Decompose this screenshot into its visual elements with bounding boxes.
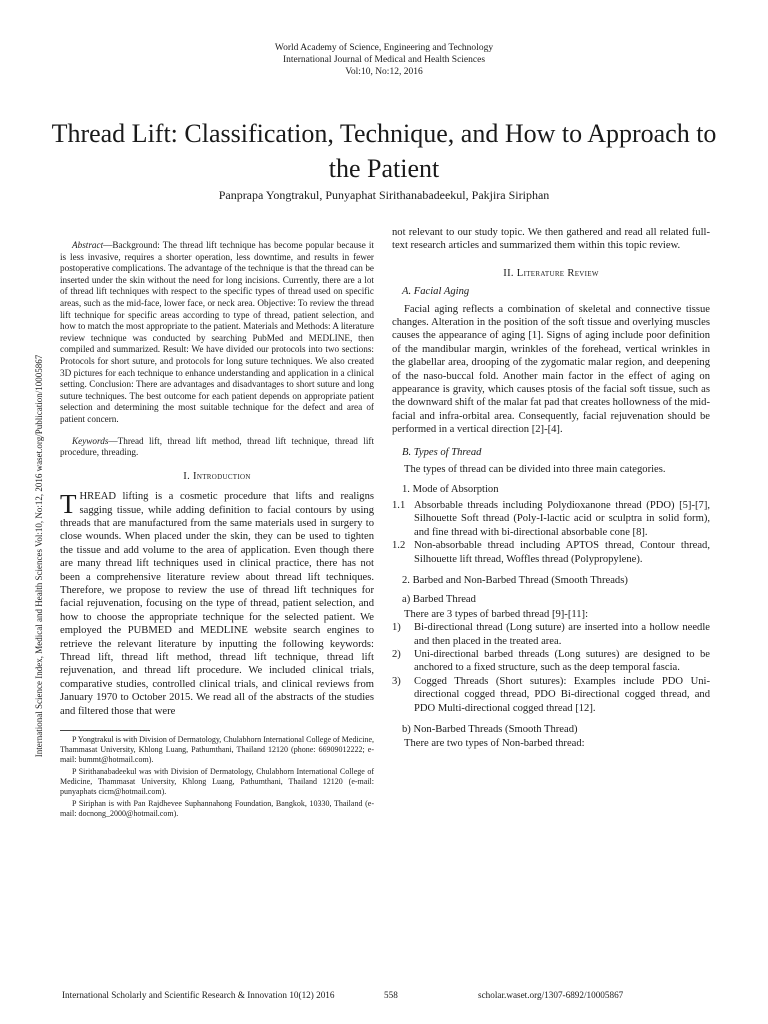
introduction-continued: not relevant to our study topic. We then gathered and read all related full-text research articles and summarized them within this topic review.	[392, 227, 710, 252]
list-item	[392, 675, 710, 715]
list-item	[392, 621, 710, 648]
footnote-1: P Yongtrakul is with Division of Dermatology, Chulabhorn International College of Medicine, Thammasat University, Khlong Luang, Pathumthani, Thailand 12120 (phone: 66909012222; e-mail: bummt@hotmail.com).	[60, 735, 374, 764]
mode-of-absorption-heading: 1. Mode of Absorption	[402, 483, 499, 495]
types-of-thread-paragraph: The types of thread can be divided into three main categories.	[404, 464, 666, 476]
section-heading-introduction: I. Introduction	[183, 470, 251, 482]
list-item-text: Uni-directional barbed threads (Long sutures) are designed to be anchored to a fixed structure, such as the deep temporal fascia.	[414, 648, 710, 674]
subsection-heading-types-of-thread: B. Types of Thread	[402, 446, 482, 458]
section-heading-literature-review: II. Literature Review	[503, 267, 599, 279]
list-item-text: Non-absorbable thread including APTOS thread, Contour thread, Silhouette lift thread, Woffles thread (Polypropylene).	[414, 540, 710, 565]
introduction-text: HREAD lifting is a cosmetic procedure that lifts and realigns sagging tissue, while adding definition to facial contours by using threads that are manufactured from the same materials used in surgery to close wounds. When placed under the skin, they can be used to tighten the tissue and add volume to the area of application. Even though there are many thread lift techniques used in clinical practice, there has not been a comprehensive literature review about thread lift techniques. Therefore, we propose to review the use of thread lift techniques for facial rejuvenation, focusing on the type of thread, patient selection, and how to choose the appropriate technique for the selected patient. We employed the PUBMED and MEDLINE website search engines to retrieve the relevant literature by inputting the following keywords: Thread lift, thread lift method, thread lift technique, thread lift rejuvenation, and thread lift procedure. We included clinical trials, comparative studies, controlled clinical trials, and clinical reviews from January 1970 to October 2015. We read all of the abstracts of the studies and filtered those that were	[60, 491, 374, 717]
barbed-intro: There are 3 types of barbed thread [9]-[11]:	[404, 608, 589, 620]
journal-header-line-1: World Academy of Science, Engineering and Technology	[274, 43, 494, 53]
journal-header-line-2: International Journal of Medical and Health Sciences	[282, 55, 486, 65]
abstract-dash: —	[103, 240, 113, 250]
list-item-text: Cogged Threads (Short sutures): Examples include PDO Uni-directional cogged thread, PDO Bi-directional cogged thread, and PDO Multi-directional cogged thread [12].	[414, 675, 710, 714]
list-item-text: Bi-directional thread (Long suture) are inserted into a hollow needle and then placed in the treated area.	[414, 622, 710, 647]
paper-title: Thread Lift: Classification, Technique, and How to Approach to the Patient	[51, 119, 717, 183]
journal-header-line-3: Vol:10, No:12, 2016	[345, 67, 423, 77]
keywords-dash: —	[108, 435, 118, 446]
keywords-text: Thread lift, thread lift method, thread lift technique, thread lift procedure, threading.	[60, 435, 374, 458]
side-margin-note: International Science Index, Medical and Health Sciences Vol:10, No:12, 2016 waset.org/Publication/10005867	[34, 354, 44, 758]
journal-header	[0, 42, 768, 78]
abstract	[60, 240, 374, 426]
list-item	[392, 539, 710, 566]
drop-cap: T	[60, 489, 77, 520]
barbed-heading: 2. Barbed and Non-Barbed Thread (Smooth Threads)	[402, 574, 628, 586]
footer-page-number: 558	[384, 990, 398, 1000]
abstract-text: Background: The thread lift technique has become popular because it is less invasive, requires a shorter operation, less downtime, and results in fewer postoperative complications. The advantage of the technique is that the thread can be inserted under the skin without the need for long incisions. Currently, there are a lot of thread lift techniques with respect to the specific types of thread used on specific areas, such as the mid-face, lower face, or neck area. Objective: To review the thread lift technique for specific areas according to type of thread, patient selection, and how to match the most appropriate to the patient. Materials and Methods: A literature review technique was conducted by searching PubMed and MEDLINE, then compiled and summarized. Result: We have divided our protocols into two sections: Protocols for short suture, and protocols for long suture techniques. We also created 3D pictures for each technique to enhance understanding and application in a clinical setting. Conclusion: There are advantages and disadvantages to short suture and long suture techniques. The best outcome for each patient depends on appropriate patient selection and determining the most suitable technique for the defect and area of patient concern.	[60, 240, 374, 424]
list-item-number: 1.2	[392, 540, 406, 552]
barbed-subheading: a) Barbed Thread	[402, 594, 476, 606]
facial-aging-paragraph: Facial aging reflects a combination of skeletal and connective tissue changes. Alteration in the position of the soft tissue and overlying muscles causes the appearance of aging [1]. Signs of aging include poor definition of the mandibular margin, wrinkles of the forehead, vertical wrinkles in the glabellar area, drooping of the zygomatic malar region, and deepening of the naso-buccal fold. Another main factor in the effect of aging on appearance is gravity, which causes ptosis of the facial soft tissue, such as the downward shift of the malar fat pad that creates hollowness of the mid-facial and infra-orbital area. Consequently, facial rejuvenation should be performed in a vertical direction [2]-[4].	[392, 303, 711, 436]
non-barbed-subheading: b) Non-Barbed Threads (Smooth Thread)	[402, 724, 578, 735]
footnotes	[60, 730, 374, 819]
footer-publisher: International Scholarly and Scientific Research & Innovation 10(12) 2016	[62, 990, 335, 1000]
list-item	[392, 499, 710, 539]
subsection-heading-facial-aging: A. Facial Aging	[402, 286, 470, 298]
list-item	[392, 648, 710, 675]
list-item-number: 2)	[392, 648, 401, 660]
footnote-rule	[60, 730, 150, 731]
introduction-paragraph	[60, 490, 374, 718]
keywords	[60, 436, 374, 459]
footnote-3: P Siriphan is with Pan Rajdhevee Suphannahong Foundation, Bangkok, 10330, Thailand (e-mail: docnong_2000@hotmail.com).	[60, 799, 374, 818]
author-list: Panprapa Yongtrakul, Punyaphat Sirithanabadeekul, Pakjira Siriphan	[218, 188, 550, 202]
left-column	[60, 240, 374, 819]
footnote-2: P Sirithanabadeekul was with Division of Dermatology, Chulabhorn International College of Medicine, Thammasat University, Khlong Luang, Pathumthani, Thailand 12120 (e-mail: punyaphats cicm@hotmail.com).	[60, 767, 374, 796]
footer-link[interactable]: scholar.waset.org/1307-6892/10005867	[478, 990, 624, 1000]
list-item-text: Absorbable threads including Polydioxanone thread (PDO) [5]-[7], Silhouette Soft thread (Poly-I-lactic acid or sculptra in solid form), and fine thread with bi-directional absorbable cone [8].	[414, 499, 710, 538]
list-item-number: 1)	[392, 622, 401, 634]
keywords-label: Keywords	[72, 435, 109, 446]
non-barbed-intro: There are two types of Non-barbed thread:	[404, 738, 585, 750]
right-column	[392, 226, 710, 751]
abstract-label: Abstract	[72, 240, 104, 250]
list-item-number: 1.1	[392, 499, 406, 511]
list-item-number: 3)	[392, 675, 401, 687]
